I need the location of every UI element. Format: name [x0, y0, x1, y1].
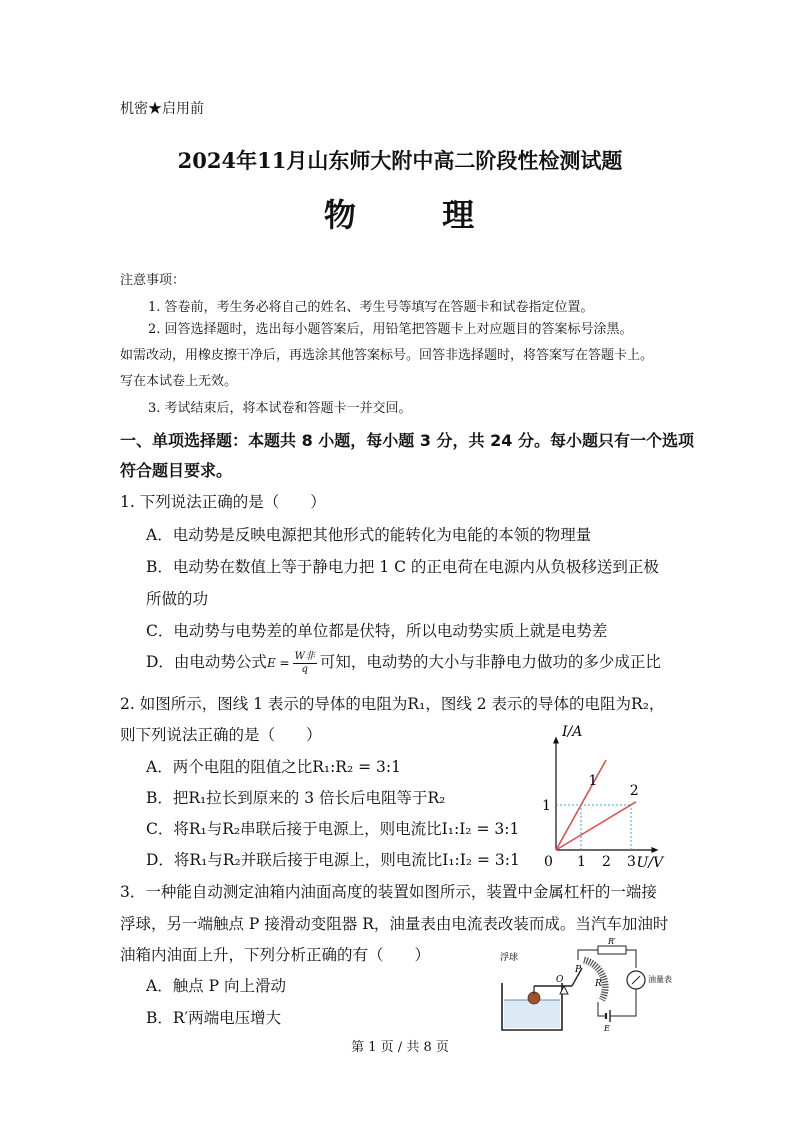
pivot-label: O	[556, 975, 564, 985]
contact-label: P	[575, 965, 582, 975]
q3-oil-gauge-diagram	[498, 938, 688, 1033]
subject-title	[0, 190, 800, 236]
x-tick-0: 0	[544, 854, 553, 870]
y-axis-label: I/A	[562, 724, 583, 740]
x-axis-arrow	[652, 847, 659, 853]
section-heading-line-2: 符合题目要求。	[120, 461, 233, 480]
q2-option-c: C．将R₁与R₂串联后接于电源上，则电流比I₁:I₂ = 3:1	[146, 820, 520, 838]
q3-stem-line1: 3．一种能自动测定油箱内油面高度的装置如图所示，装置中金属杠杆的一端接	[120, 883, 657, 901]
float-label: 浮球	[500, 953, 519, 963]
q1-option-d-suffix: 可知，电动势的大小与非静电力做功的多少成正比	[319, 653, 661, 671]
q2-stem-line2: 则下列说法正确的是（ ）	[120, 726, 322, 744]
q1-formula-denominator: q	[301, 663, 308, 675]
notice-line-2a: 2. 回答选择题时，选出每小题答案后，用铅笔把答题卡上对应题目的答案标号涂黑。	[148, 322, 633, 337]
notice-line-3: 3. 考试结束后，将本试卷和答题卡一并交回。	[148, 401, 412, 416]
meter-label: 油量表	[648, 975, 672, 984]
oil-surface	[504, 1000, 560, 1028]
q1-option-b-line1: B．电动势在数值上等于静电力把 1 C 的正电荷在电源内从负极移送到正极	[146, 558, 659, 576]
q1-option-c: C．电动势与电势差的单位都是伏特，所以电动势实质上就是电势差	[146, 622, 608, 640]
q3-option-a: A．触点 P 向上滑动	[146, 977, 286, 995]
exam-title: 2024年11月山东师大附中高二阶段性检测试题	[177, 148, 623, 173]
wire-bottom-left	[598, 1002, 606, 1016]
q2-stem-line1: 2. 如图所示，图线 1 表示的导体的电阻为R₁，图线 2 表示的导体的电阻为R₂，	[120, 695, 665, 713]
series-label-2: 2	[629, 783, 639, 800]
q1-stem: 1. 下列说法正确的是（ ）	[120, 493, 326, 511]
q2-option-a: A．两个电阻的阻值之比R₁:R₂ = 3:1	[146, 758, 401, 776]
q3-stem-line2: 浮球，另一端触点 P 接滑动变阻器 R，油量表由电流表改装而成。当汽车加油时	[120, 915, 669, 933]
series-line-2	[556, 802, 636, 850]
section-heading-line-1: 一、单项选择题：本题共 8 小题，每小题 3 分，共 24 分。每小题只有一个选项	[120, 431, 694, 450]
q1-option-d	[146, 650, 661, 676]
fixed-resistor-label: R′	[608, 938, 616, 946]
x-tick-3: 3	[627, 854, 636, 870]
confidential-label: 机密★启用前	[120, 101, 204, 117]
x-axis-label: U/V	[636, 855, 664, 870]
notice-line-2b: 如需改动，用橡皮擦干净后，再选涂其他答案标号。回答非选择题时，将答案写在答题卡上。	[120, 348, 654, 363]
q1-formula-numerator: W非	[294, 650, 315, 662]
series-label-1: 1	[588, 772, 598, 789]
x-tick-1: 1	[577, 854, 586, 870]
y-tick-1: 1	[542, 798, 551, 814]
x-tick-2: 2	[602, 854, 611, 870]
q2-iu-chart	[530, 722, 690, 870]
q3-option-b: B．R′两端电压增大	[146, 1009, 282, 1027]
notice-line-1: 1. 答卷前，考生务必将自己的姓名、考生号等填写在答题卡和试卷指定位置。	[148, 300, 594, 315]
q2-option-b: B．把R₁拉长到原来的 3 倍长后电阻等于R₂	[146, 789, 446, 807]
notice-line-2c: 写在本试卷上无效。	[120, 374, 238, 389]
y-axis-arrow	[553, 737, 559, 744]
q1-formula-lhs: E =	[266, 656, 290, 670]
q1-option-d-prefix: D．由电动势公式	[146, 653, 267, 671]
wire-top-right	[626, 950, 636, 968]
page-footer: 第 1 页 / 共 8 页	[351, 1040, 449, 1055]
subject-char-1: 物	[323, 196, 358, 234]
q3-stem-line3: 油箱内油面上升，下列分析正确的有（ ）	[120, 946, 431, 964]
q2-option-d: D．将R₁与R₂并联后接于电源上，则电流比I₁:I₂ = 3:1	[146, 851, 520, 869]
resistor-label: R	[595, 979, 602, 989]
wire-bottom-right	[610, 989, 636, 1016]
subject-char-2: 理	[442, 196, 477, 234]
fixed-resistor	[598, 946, 626, 954]
battery-label: E	[604, 1024, 610, 1033]
q1-option-b-line2: 所做的功	[146, 590, 209, 608]
q1-option-a: A．电动势是反映电源把其他形式的能转化为电能的本领的物理量	[146, 526, 592, 544]
notice-heading: 注意事项：	[120, 273, 186, 288]
q1-formula-fraction	[293, 651, 317, 676]
